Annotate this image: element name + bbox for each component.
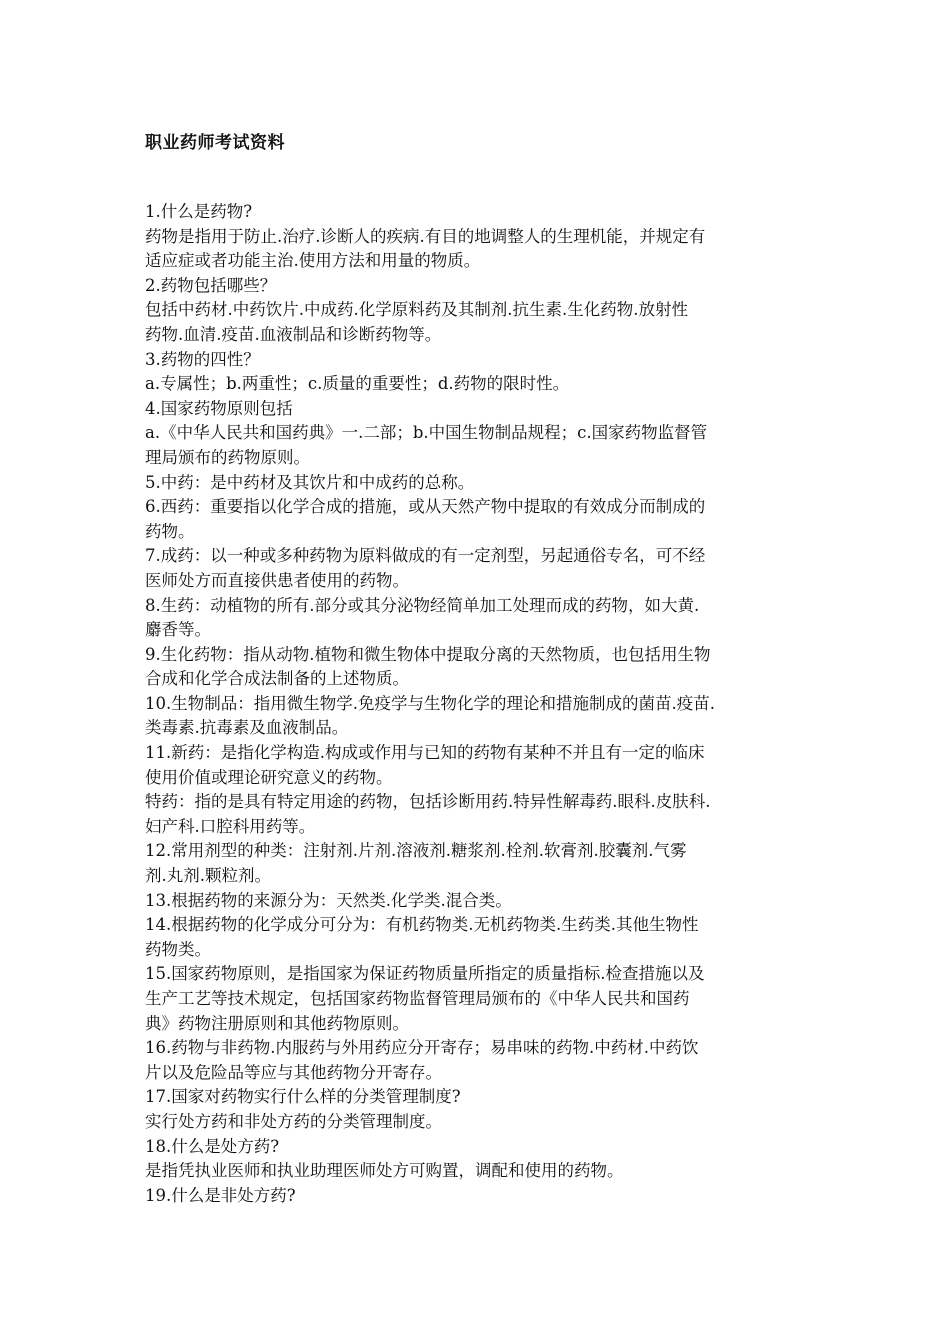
document-line: 麝香等。 bbox=[145, 620, 211, 640]
document-line: 是指凭执业医师和执业助理医师处方可购置，调配和使用的药物。 bbox=[145, 1161, 624, 1181]
document-line: 使用价值或理论研究意义的药物。 bbox=[145, 767, 393, 787]
document-line: 2.药物包括哪些？ bbox=[145, 275, 277, 295]
document-line: 4.国家药物原则包括 bbox=[145, 398, 293, 418]
document-line: 包括中药材.中药饮片.中成药.化学原料药及其制剂.抗生素.生化药物.放射性 bbox=[145, 300, 688, 320]
document-line: 适应症或者功能主治.使用方法和用量的物质。 bbox=[145, 251, 481, 271]
document-title: 职业药师考试资料 bbox=[145, 133, 285, 153]
document-line: a.《中华人民共和国药典》一.二部；b.中国生物制品规程；c.国家药物监督管 bbox=[145, 423, 708, 443]
document-line: 8.生药：动植物的所有.部分或其分泌物经简单加工处理而成的药物，如大黄. bbox=[145, 595, 700, 615]
document-line: 典》药物注册原则和其他药物原则。 bbox=[145, 1013, 409, 1033]
document-line: 6.西药：重要指以化学合成的措施，或从天然产物中提取的有效成分而制成的 bbox=[145, 497, 706, 517]
document-line: a.专属性；b.两重性；c.质量的重要性；d.药物的限时性。 bbox=[145, 374, 570, 394]
document-line: 7.成药：以一种或多种药物为原料做成的有一定剂型，另起通俗专名，可不经 bbox=[145, 546, 706, 566]
document-line: 13.根据药物的来源分为：天然类.化学类.混合类。 bbox=[145, 890, 512, 910]
document-line: 药物类。 bbox=[145, 939, 211, 959]
document-line: 3.药物的四性？ bbox=[145, 349, 260, 369]
document-line: 16.药物与非药物.内服药与外用药应分开寄存；易串味的药物.中药材.中药饮 bbox=[145, 1038, 699, 1058]
document-line: 剂.丸剂.颗粒剂。 bbox=[145, 866, 271, 886]
document-line: 9.生化药物：指从动物.植物和微生物体中提取分离的天然物质，也包括用生物 bbox=[145, 644, 711, 664]
document-line: 19.什么是非处方药? bbox=[145, 1185, 296, 1205]
document-line: 药物。 bbox=[145, 521, 195, 541]
document-line: 11.新药：是指化学构造.构成或作用与已知的药物有某种不并且有一定的临床 bbox=[145, 743, 705, 763]
document-line: 10.生物制品：指用微生物学.免疫学与生物化学的理论和措施制成的菌苗.疫苗. bbox=[145, 693, 715, 713]
document-line: 5.中药：是中药材及其饮片和中成药的总称。 bbox=[145, 472, 475, 492]
document-line: 合成和化学合成法制备的上述物质。 bbox=[145, 669, 409, 689]
document-line: 15.国家药物原则，是指国家为保证药物质量所指定的质量指标.检查措施以及 bbox=[145, 964, 705, 984]
document-line: 特药：指的是具有特定用途的药物，包括诊断用药.特异性解毒药.眼科.皮肤科. bbox=[145, 792, 711, 812]
document-line: 药物是指用于防止.治疗.诊断人的疾病.有目的地调整人的生理机能，并规定有 bbox=[145, 226, 706, 246]
document-line: 理局颁布的药物原则。 bbox=[145, 447, 310, 467]
document-line: 实行处方药和非处方药的分类管理制度。 bbox=[145, 1111, 442, 1131]
document-body bbox=[145, 200, 815, 1208]
document-line: 12.常用剂型的种类：注射剂.片剂.溶液剂.糖浆剂.栓剂.软膏剂.胶囊剂.气雾 bbox=[145, 841, 687, 861]
document-line: 17.国家对药物实行什么样的分类管理制度? bbox=[145, 1087, 461, 1107]
document-line: 14.根据药物的化学成分可分为：有机药物类.无机药物类.生药类.其他生物性 bbox=[145, 915, 699, 935]
document-line: 生产工艺等技术规定，包括国家药物监督管理局颁布的《中华人民共和国药 bbox=[145, 989, 690, 1008]
document-line: 1.什么是药物? bbox=[145, 202, 253, 221]
document-line: 妇产科.口腔科用药等。 bbox=[145, 816, 316, 836]
document-line: 片以及危险品等应与其他药物分开寄存。 bbox=[145, 1062, 442, 1082]
document-line: 类毒素.抗毒素及血液制品。 bbox=[145, 718, 349, 738]
document-line: 18.什么是处方药? bbox=[145, 1136, 280, 1156]
document-line: 医师处方而直接供患者使用的药物。 bbox=[145, 570, 409, 590]
document-line: 药物.血清.疫苗.血液制品和诊断药物等。 bbox=[145, 324, 442, 344]
